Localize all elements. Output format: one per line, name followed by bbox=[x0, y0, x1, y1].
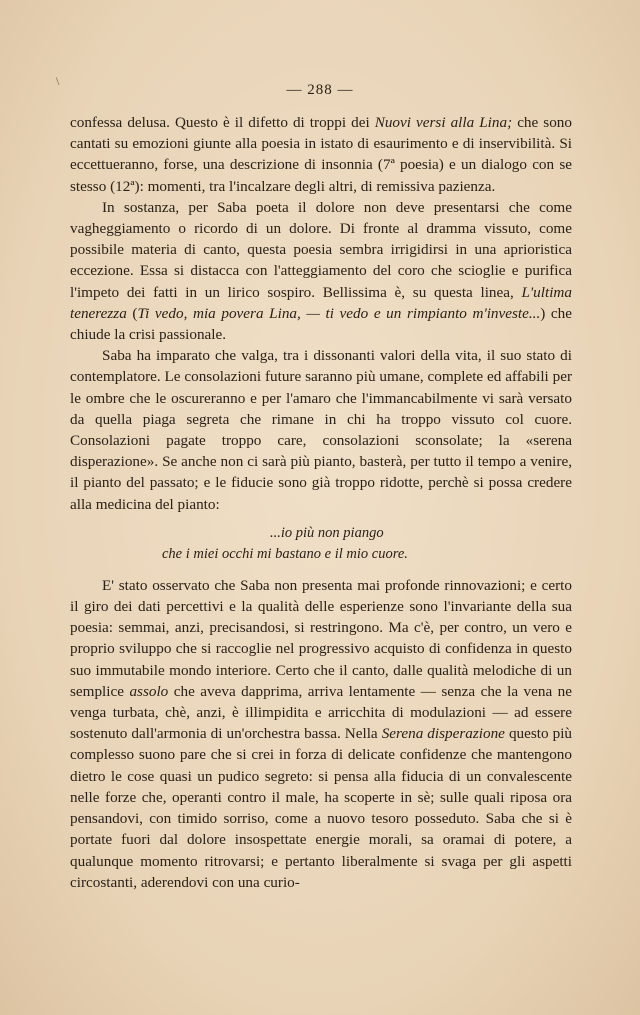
paragraph-2 bbox=[70, 197, 572, 345]
verse-quote bbox=[70, 523, 572, 565]
p4-text-c: questo più complesso suono pare che si crei in forza di delicate confidenze che mantengono dietro le cose quasi un pudico segreto: si pensa alla fiducia di un convalescente nelle forze che, operanti contro il male, ha scoperte in sè; sulle quali riposa ora pensandovi, con timido sorriso, come a nuovo tesoro posseduto. Saba che si è portate fuori dal dolore insospettate energie morali, sa oramai di potere, a qualunque momento ritrovarsi; e pertanto liberalmente si svaga per gli aspetti circostanti, aderendovi con una curio- bbox=[70, 725, 573, 891]
p4-text-b: che aveva dapprima, arriva lentamente — senza che la vena ne venga turbata, chè, anzi, è illimpidita e arricchita di modulazioni — ad essere sostenuto dall'armonia di un'orchestra bassa. Nella bbox=[70, 682, 573, 743]
paragraph-1 bbox=[70, 112, 572, 197]
paragraph-4 bbox=[70, 575, 572, 893]
p1-title-italic: Nuovi versi alla Lina; bbox=[374, 114, 513, 131]
margin-mark: \ bbox=[56, 74, 60, 88]
p2-text-b: ( bbox=[126, 304, 138, 322]
p2-quote-italic: Ti vedo, mia povera Lina, — ti vedo e un rimpianto m'investe... bbox=[137, 304, 541, 322]
p4-text-a: E' stato osservato che Saba non presenta mai profonde rinnovazioni; e certo il giro dei dati percettivi e la qualità delle esperienze sono l'invariante della sua poesia: semmai, anzi, precisandosi, si restringono. Ma c'è, per contro, un vero e proprio sviluppo che si raccoglie nel progressivo acquisto di confidenza in questo suo immutabile mondo interiore. Certo che il canto, dalle qualità melodiche di un semplice bbox=[70, 576, 572, 700]
paragraph-3: Saba ha imparato che valga, tra i dissonanti valori della vita, il suo stato di contemplatore. Le consolazioni future saranno più umane, complete ed affabili per le ombre che le oscureranno e per l'amaro che l'immancabilmente vi sarà versato da quella piaga segreta che rimane in chi ha troppo vissuto col cuore. Consolazioni pagate troppo care, consolazioni sconsolate; la «serena disperazione». Se anche non ci sarà più pianto, basterà, per tutto il tempo a venire, il pianto del passato; e le fiducie sono già troppo ridotte, perchè si possa credere alla medicina del pianto: bbox=[70, 347, 572, 513]
p2-text-a: In sostanza, per Saba poeta il dolore non deve presentarsi che come vagheggiamento o ricordo di un dolore. Di fronte al dramma vissuto, come possibile materia di canto, questa poesia sembra irrigidirsi in una aprioristica eccezione. Essa si distacca con l'atteggiamento del coro che scioglie e purifica l'impeto dei fatti in un lirico sospiro. Bellissima è, su questa linea, bbox=[70, 198, 572, 301]
p1-text-a: confessa delusa. Questo è il difetto di troppi dei bbox=[70, 114, 375, 131]
p1-text-b: che sono cantati su emozioni giunte alla poesia in istato di esaurimento e di inservibilità. Si eccettueranno, forse, una descrizione di insonnia (7ª poesia) e un dialogo con se stesso (12ª): momenti, tra l'incalzare degli altri, di remissiva pazienza. bbox=[70, 114, 572, 195]
verse-line-2: che i miei occhi mi bastano e il mio cuore. bbox=[162, 545, 408, 562]
page-number: — 288 — bbox=[286, 82, 354, 98]
p2-text-c: ) che chiude la crisi passionale. bbox=[70, 304, 573, 344]
body-text bbox=[70, 112, 572, 893]
p2-title-italic: L'ultima tenerezza bbox=[70, 283, 572, 322]
verse-line-1: ...io più non piango bbox=[270, 524, 384, 541]
p4-assolo-italic: assolo bbox=[129, 682, 169, 700]
p4-title-italic: Serena disperazione bbox=[381, 725, 505, 743]
